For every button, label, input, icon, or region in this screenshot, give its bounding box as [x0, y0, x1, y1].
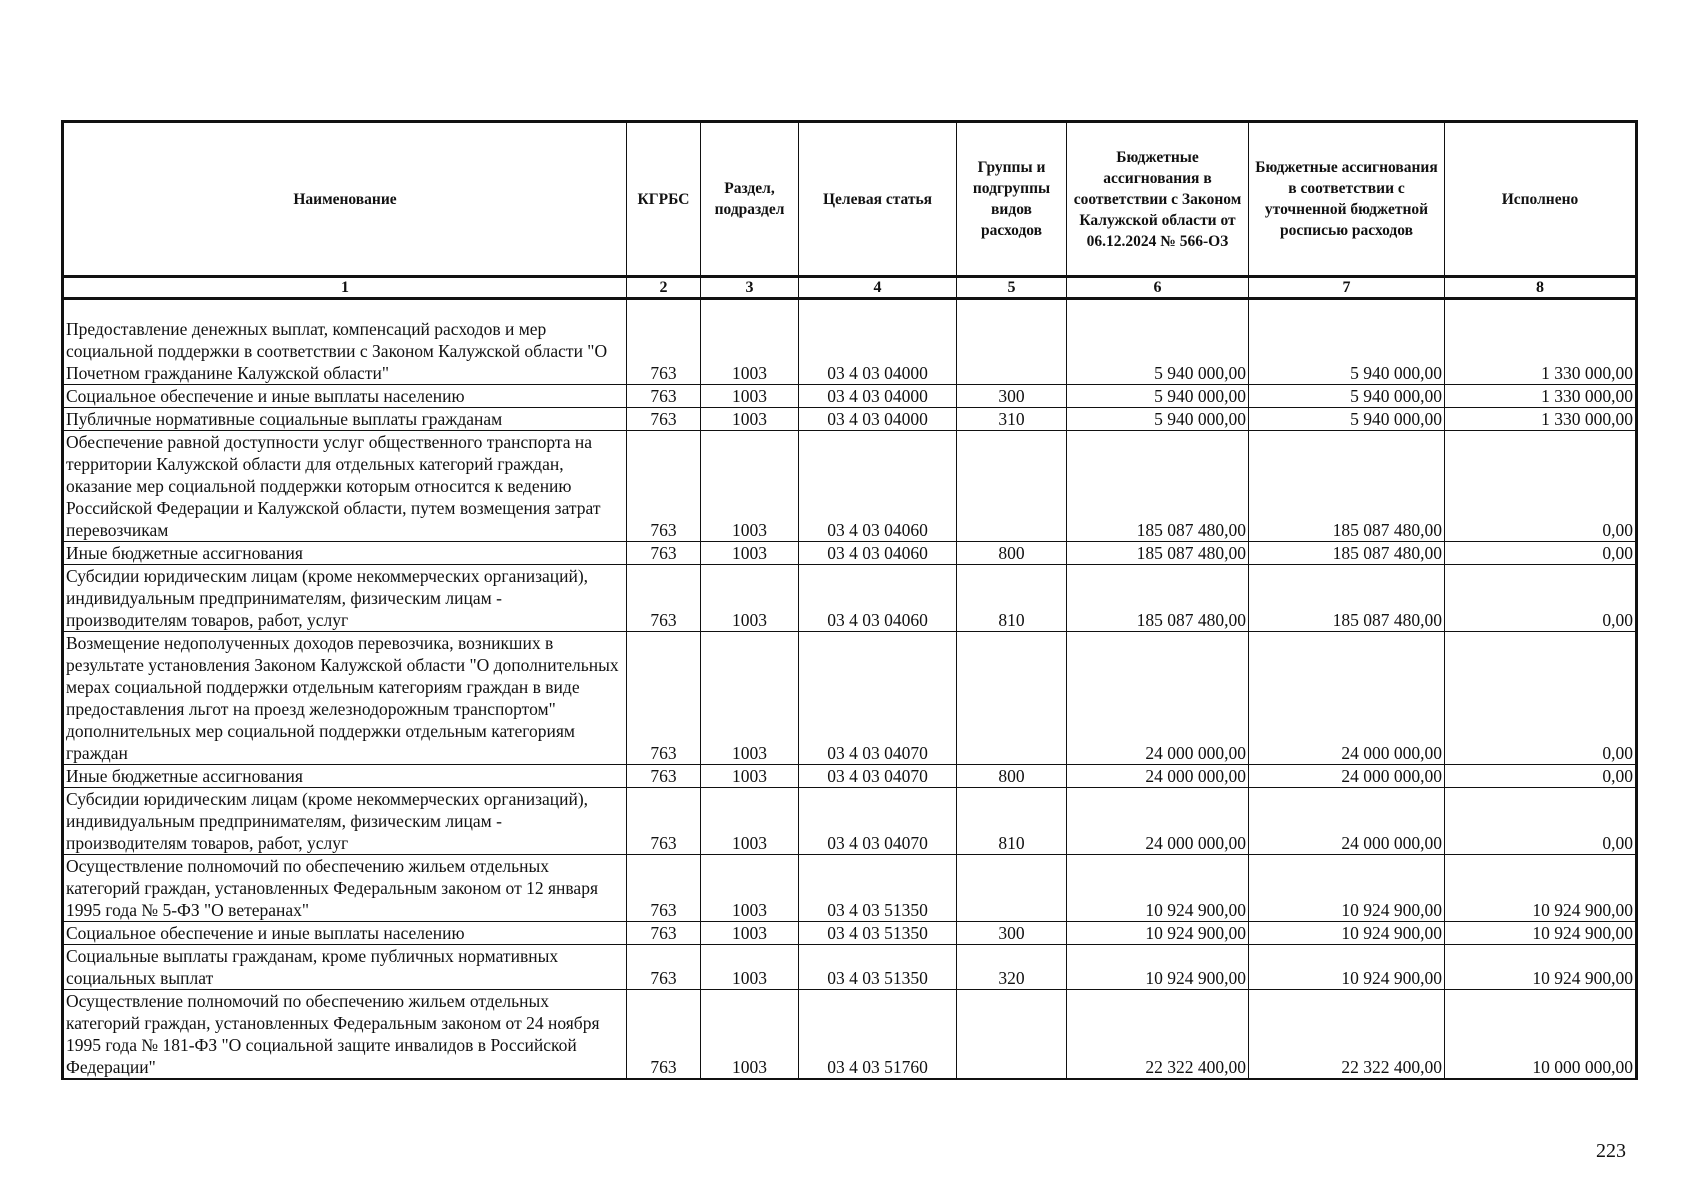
- row-name-cell: Возмещение недополученных доходов перевозчика, возникших в результате установления Законом Калужской области "О дополнительных мерах социальной поддержки отдельным категориям граждан в виде предоставления льгот на проезд железнодорожным транспортом" дополнительных мер социальной поддержки отдельным категориям граждан: [63, 632, 627, 765]
- row-group-cell: [957, 990, 1067, 1080]
- row-section-cell: 1003: [701, 945, 799, 990]
- row-law-amount-cell: 10 924 900,00: [1067, 945, 1249, 990]
- row-name-cell: Социальное обеспечение и иные выплаты населению: [63, 385, 627, 408]
- row-name-cell: Обеспечение равной доступности услуг общественного транспорта на территории Калужской области для отдельных категорий граждан, оказание мер социальной поддержки которым относится к ведению Российской Федерации и Калужской области, путем возмещения затрат перевозчикам: [63, 431, 627, 542]
- table-row: [63, 632, 1637, 765]
- row-refined-amount-cell: 185 087 480,00: [1249, 431, 1445, 542]
- row-law-amount-cell: 5 940 000,00: [1067, 385, 1249, 408]
- table-row: [63, 565, 1637, 632]
- row-target-cell: 03 4 03 04070: [799, 632, 957, 765]
- row-refined-amount-cell: 24 000 000,00: [1249, 632, 1445, 765]
- row-law-amount-cell: 5 940 000,00: [1067, 408, 1249, 431]
- table-header: [63, 122, 1637, 299]
- row-target-cell: 03 4 03 51760: [799, 990, 957, 1080]
- column-number: 7: [1249, 277, 1445, 299]
- row-kgrbs-cell: 763: [627, 542, 701, 565]
- row-target-cell: 03 4 03 51350: [799, 945, 957, 990]
- column-number: 3: [701, 277, 799, 299]
- table-row: [63, 922, 1637, 945]
- row-group-cell: 300: [957, 385, 1067, 408]
- row-group-cell: 800: [957, 542, 1067, 565]
- row-section-cell: 1003: [701, 990, 799, 1080]
- row-executed-amount-cell: 1 330 000,00: [1445, 385, 1637, 408]
- table-row: [63, 990, 1637, 1080]
- row-group-cell: [957, 318, 1067, 385]
- row-name-cell: Социальные выплаты гражданам, кроме публичных нормативных социальных выплат: [63, 945, 627, 990]
- row-target-cell: 03 4 03 04060: [799, 565, 957, 632]
- row-kgrbs-cell: 763: [627, 565, 701, 632]
- row-kgrbs-cell: 763: [627, 990, 701, 1080]
- row-group-cell: 310: [957, 408, 1067, 431]
- row-executed-amount-cell: 1 330 000,00: [1445, 408, 1637, 431]
- row-section-cell: 1003: [701, 318, 799, 385]
- row-law-amount-cell: 10 924 900,00: [1067, 922, 1249, 945]
- table-row: [63, 945, 1637, 990]
- row-section-cell: 1003: [701, 788, 799, 855]
- header-executed: Исполнено: [1445, 122, 1637, 277]
- row-kgrbs-cell: 763: [627, 922, 701, 945]
- row-target-cell: 03 4 03 04000: [799, 318, 957, 385]
- header-target-article: Целевая статья: [799, 122, 957, 277]
- table-row: [63, 318, 1637, 385]
- row-kgrbs-cell: 763: [627, 632, 701, 765]
- row-section-cell: 1003: [701, 408, 799, 431]
- row-name-cell: Иные бюджетные ассигнования: [63, 765, 627, 788]
- row-section-cell: 1003: [701, 431, 799, 542]
- row-executed-amount-cell: 0,00: [1445, 542, 1637, 565]
- column-number: 4: [799, 277, 957, 299]
- row-refined-amount-cell: 10 924 900,00: [1249, 922, 1445, 945]
- row-law-amount-cell: 24 000 000,00: [1067, 788, 1249, 855]
- table-body: [63, 299, 1637, 1080]
- row-refined-amount-cell: 24 000 000,00: [1249, 788, 1445, 855]
- column-number: 2: [627, 277, 701, 299]
- row-refined-amount-cell: 24 000 000,00: [1249, 765, 1445, 788]
- column-number: 6: [1067, 277, 1249, 299]
- row-kgrbs-cell: 763: [627, 765, 701, 788]
- row-refined-amount-cell: 185 087 480,00: [1249, 565, 1445, 632]
- row-section-cell: 1003: [701, 855, 799, 922]
- row-executed-amount-cell: 10 000 000,00: [1445, 990, 1637, 1080]
- page-number: 223: [1596, 1140, 1626, 1162]
- row-refined-amount-cell: 10 924 900,00: [1249, 945, 1445, 990]
- row-executed-amount-cell: 0,00: [1445, 788, 1637, 855]
- row-target-cell: 03 4 03 04000: [799, 408, 957, 431]
- spacer-row: [63, 299, 1637, 319]
- row-target-cell: 03 4 03 04070: [799, 765, 957, 788]
- row-section-cell: 1003: [701, 922, 799, 945]
- row-name-cell: Иные бюджетные ассигнования: [63, 542, 627, 565]
- row-group-cell: 810: [957, 565, 1067, 632]
- table-row: [63, 408, 1637, 431]
- header-row: [63, 122, 1637, 277]
- header-name: Наименование: [63, 122, 627, 277]
- row-target-cell: 03 4 03 51350: [799, 855, 957, 922]
- row-section-cell: 1003: [701, 385, 799, 408]
- table-row: [63, 385, 1637, 408]
- row-target-cell: 03 4 03 04070: [799, 788, 957, 855]
- header-law-allocations: Бюджетные ассигнования в соответствии с Законом Калужской области от 06.12.2024 № 566-ОЗ: [1067, 122, 1249, 277]
- header-expense-groups: Группы и подгруппы видов расходов: [957, 122, 1067, 277]
- row-kgrbs-cell: 763: [627, 855, 701, 922]
- column-number: 1: [63, 277, 627, 299]
- row-refined-amount-cell: 22 322 400,00: [1249, 990, 1445, 1080]
- row-law-amount-cell: 22 322 400,00: [1067, 990, 1249, 1080]
- row-target-cell: 03 4 03 04060: [799, 542, 957, 565]
- row-target-cell: 03 4 03 04000: [799, 385, 957, 408]
- row-law-amount-cell: 185 087 480,00: [1067, 542, 1249, 565]
- row-name-cell: Осуществление полномочий по обеспечению жильем отдельных категорий граждан, установленных Федеральным законом от 12 января 1995 года № 5-ФЗ "О ветеранах": [63, 855, 627, 922]
- row-kgrbs-cell: 763: [627, 318, 701, 385]
- row-refined-amount-cell: 5 940 000,00: [1249, 318, 1445, 385]
- table-row: [63, 542, 1637, 565]
- table-row: [63, 855, 1637, 922]
- row-refined-amount-cell: 185 087 480,00: [1249, 542, 1445, 565]
- row-refined-amount-cell: 10 924 900,00: [1249, 855, 1445, 922]
- row-kgrbs-cell: 763: [627, 408, 701, 431]
- row-target-cell: 03 4 03 51350: [799, 922, 957, 945]
- row-section-cell: 1003: [701, 565, 799, 632]
- header-section: Раздел, подраздел: [701, 122, 799, 277]
- row-group-cell: [957, 855, 1067, 922]
- row-group-cell: 300: [957, 922, 1067, 945]
- row-kgrbs-cell: 763: [627, 945, 701, 990]
- row-executed-amount-cell: 0,00: [1445, 565, 1637, 632]
- row-group-cell: [957, 632, 1067, 765]
- row-name-cell: Предоставление денежных выплат, компенсаций расходов и мер социальной поддержки в соответствии с Законом Калужской области "О Почетном гражданине Калужской области": [63, 318, 627, 385]
- row-name-cell: Публичные нормативные социальные выплаты гражданам: [63, 408, 627, 431]
- row-law-amount-cell: 185 087 480,00: [1067, 431, 1249, 542]
- column-number: 8: [1445, 277, 1637, 299]
- column-number: 5: [957, 277, 1067, 299]
- row-target-cell: 03 4 03 04060: [799, 431, 957, 542]
- row-kgrbs-cell: 763: [627, 788, 701, 855]
- row-name-cell: Осуществление полномочий по обеспечению жильем отдельных категорий граждан, установленных Федеральным законом от 24 ноября 1995 года № 181-ФЗ "О социальной защите инвалидов в Российской Федерации": [63, 990, 627, 1080]
- row-section-cell: 1003: [701, 765, 799, 788]
- row-kgrbs-cell: 763: [627, 385, 701, 408]
- table-row: [63, 431, 1637, 542]
- row-group-cell: 320: [957, 945, 1067, 990]
- row-executed-amount-cell: 0,00: [1445, 431, 1637, 542]
- row-group-cell: [957, 431, 1067, 542]
- table-row: [63, 765, 1637, 788]
- row-name-cell: Субсидии юридическим лицам (кроме некоммерческих организаций), индивидуальным предпринимателям, физическим лицам - производителям товаров, работ, услуг: [63, 788, 627, 855]
- row-group-cell: 800: [957, 765, 1067, 788]
- row-law-amount-cell: 10 924 900,00: [1067, 855, 1249, 922]
- row-executed-amount-cell: 0,00: [1445, 632, 1637, 765]
- row-kgrbs-cell: 763: [627, 431, 701, 542]
- row-refined-amount-cell: 5 940 000,00: [1249, 408, 1445, 431]
- column-number-row: [63, 277, 1637, 299]
- row-law-amount-cell: 24 000 000,00: [1067, 632, 1249, 765]
- row-group-cell: 810: [957, 788, 1067, 855]
- row-executed-amount-cell: 1 330 000,00: [1445, 318, 1637, 385]
- row-executed-amount-cell: 0,00: [1445, 765, 1637, 788]
- header-kgrbs: КГРБС: [627, 122, 701, 277]
- row-law-amount-cell: 5 940 000,00: [1067, 318, 1249, 385]
- row-refined-amount-cell: 5 940 000,00: [1249, 385, 1445, 408]
- row-section-cell: 1003: [701, 542, 799, 565]
- row-executed-amount-cell: 10 924 900,00: [1445, 855, 1637, 922]
- budget-table: [61, 120, 1638, 1080]
- row-name-cell: Социальное обеспечение и иные выплаты населению: [63, 922, 627, 945]
- row-executed-amount-cell: 10 924 900,00: [1445, 922, 1637, 945]
- header-refined-allocations: Бюджетные ассигнования в соответствии с уточненной бюджетной росписью расходов: [1249, 122, 1445, 277]
- table-row: [63, 788, 1637, 855]
- row-law-amount-cell: 24 000 000,00: [1067, 765, 1249, 788]
- row-name-cell: Субсидии юридическим лицам (кроме некоммерческих организаций), индивидуальным предпринимателям, физическим лицам - производителям товаров, работ, услуг: [63, 565, 627, 632]
- row-executed-amount-cell: 10 924 900,00: [1445, 945, 1637, 990]
- row-law-amount-cell: 185 087 480,00: [1067, 565, 1249, 632]
- row-section-cell: 1003: [701, 632, 799, 765]
